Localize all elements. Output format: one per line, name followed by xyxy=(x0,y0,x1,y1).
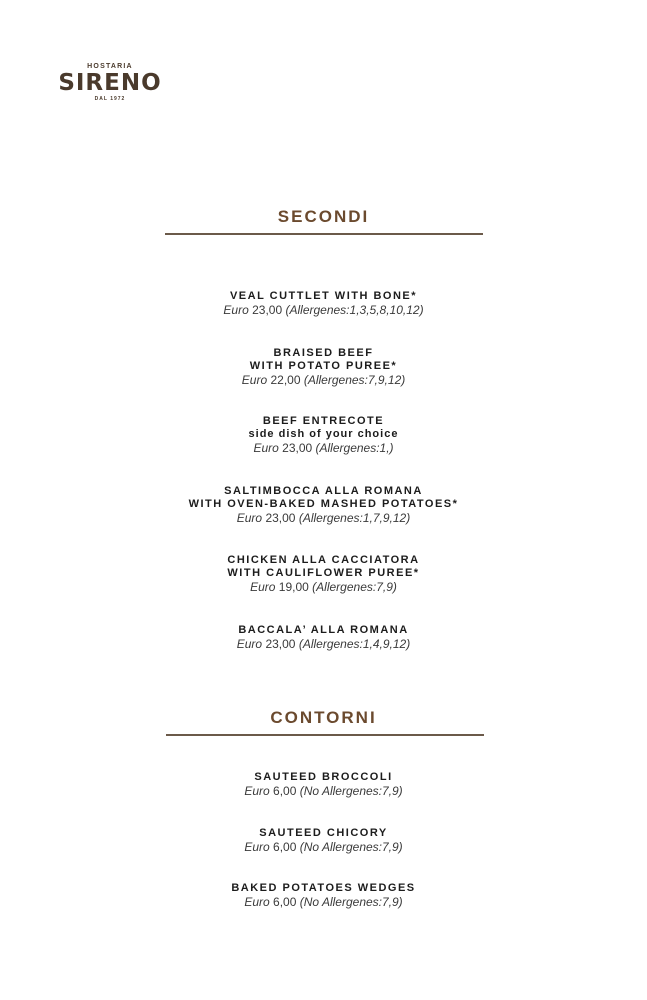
item-currency: Euro xyxy=(223,303,249,317)
item-name-line2: WITH POTATO PUREE* xyxy=(249,360,398,372)
section-title-contorni: CONTORNI xyxy=(270,708,377,727)
section-divider xyxy=(166,734,484,736)
item-price-line xyxy=(0,840,647,854)
item-name: SALTIMBOCCA ALLA ROMANA xyxy=(224,485,423,497)
item-allergens: (No Allergenes:7,9) xyxy=(299,840,403,854)
item-allergens: (Allergenes:1,4,9,12) xyxy=(298,637,411,651)
item-name: BEEF ENTRECOTE xyxy=(262,415,385,427)
item-name-line2: WITH OVEN-BAKED MASHED POTATOES* xyxy=(188,498,459,510)
item-allergens: (No Allergenes:7,9) xyxy=(299,784,403,798)
item-allergens: (Allergenes:1,3,5,8,10,12) xyxy=(285,303,424,317)
menu-item xyxy=(0,485,647,525)
item-currency: Euro xyxy=(253,441,279,455)
menu-item xyxy=(0,882,647,909)
item-allergens: (No Allergenes:7,9) xyxy=(299,895,403,909)
menu-item xyxy=(0,415,647,455)
item-allergens: (Allergenes:7,9) xyxy=(312,580,397,594)
item-name: VEAL CUTTLET WITH BONE* xyxy=(229,290,418,302)
item-name: SAUTEED BROCCOLI xyxy=(254,771,393,783)
item-price: 23,00 xyxy=(252,303,283,317)
item-price: 23,00 xyxy=(265,637,296,651)
logo-bottom-text: DAL 1972 xyxy=(94,96,126,102)
item-price-line xyxy=(0,511,647,525)
item-name: BRAISED BEEF xyxy=(273,347,374,359)
logo-top-text: HOSTARIA xyxy=(87,63,133,70)
item-allergens: (Allergenes:1,7,9,12) xyxy=(298,511,411,525)
section-divider xyxy=(165,233,483,235)
item-currency: Euro xyxy=(244,840,270,854)
item-price-line xyxy=(0,580,647,594)
menu-item xyxy=(0,554,647,594)
item-allergens: (Allergenes:7,9,12) xyxy=(303,373,406,387)
item-price-line xyxy=(0,784,647,798)
menu-item xyxy=(0,290,647,317)
item-price: 6,00 xyxy=(273,840,297,854)
item-currency: Euro xyxy=(244,784,270,798)
logo-main-text: SIRENO xyxy=(58,70,162,96)
item-subtitle: side dish of your choice xyxy=(248,428,399,440)
menu-item xyxy=(0,827,647,854)
restaurant-logo xyxy=(52,62,168,103)
item-currency: Euro xyxy=(236,511,263,525)
item-price-line xyxy=(0,895,647,909)
item-price: 23,00 xyxy=(265,511,296,525)
item-allergens: (Allergenes:1,) xyxy=(315,441,394,455)
item-price: 22,00 xyxy=(270,373,301,387)
item-price-line xyxy=(0,373,647,387)
item-name: CHICKEN ALLA CACCIATORA xyxy=(227,554,420,566)
item-price-line xyxy=(0,637,647,651)
item-name-line2: WITH CAULIFLOWER PUREE* xyxy=(227,567,420,579)
item-currency: Euro xyxy=(244,895,270,909)
item-price: 6,00 xyxy=(273,895,297,909)
item-price: 19,00 xyxy=(278,580,309,594)
item-currency: Euro xyxy=(236,637,263,651)
item-name: SAUTEED CHICORY xyxy=(259,827,388,839)
item-currency: Euro xyxy=(241,373,268,387)
item-price: 23,00 xyxy=(282,441,313,455)
item-price-line xyxy=(0,441,647,455)
item-currency: Euro xyxy=(250,580,276,594)
item-price: 6,00 xyxy=(273,784,297,798)
item-name: BACCALA’ ALLA ROMANA xyxy=(238,624,409,636)
menu-item xyxy=(0,347,647,387)
menu-item xyxy=(0,624,647,651)
menu-item xyxy=(0,771,647,798)
item-name: BAKED POTATOES WEDGES xyxy=(231,882,416,894)
section-title-secondi: SECONDI xyxy=(277,207,370,226)
item-price-line xyxy=(0,303,647,317)
